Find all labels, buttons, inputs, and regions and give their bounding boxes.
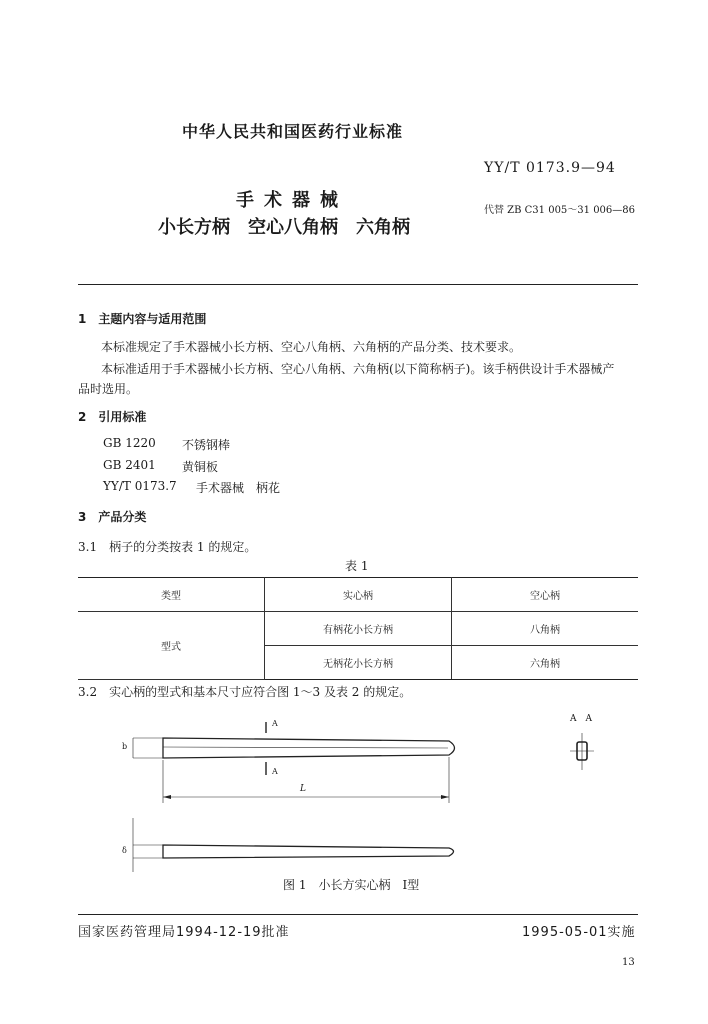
section-mark-a: A xyxy=(272,767,278,776)
page-number: 13 xyxy=(622,957,635,968)
figure-1-caption: 图 1 小长方实心柄 Ⅰ型 xyxy=(283,878,420,892)
section-view-label: A A xyxy=(570,714,592,724)
document-title: 手术器械 xyxy=(236,190,348,211)
approval-line: 国家医药管理局1994-12-19批准 xyxy=(78,925,290,940)
clause-3-2: 3.2 实心柄的型式和基本尺寸应符合图 1～3 及表 2 的规定。 xyxy=(78,685,412,699)
document-subtitle: 小长方柄 空心八角柄 六角柄 xyxy=(158,217,410,238)
section-1-paragraph-2-cont: 品时选用。 xyxy=(78,382,139,396)
table-cell: 八角柄 xyxy=(452,612,639,646)
table-cell: 六角柄 xyxy=(452,646,639,680)
table-row-label: 型式 xyxy=(78,612,265,680)
footer-rule xyxy=(78,914,638,915)
table-cell: 无柄花小长方柄 xyxy=(265,646,452,680)
dimension-delta-label: δ xyxy=(122,846,127,855)
table-cell: 有柄花小长方柄 xyxy=(265,612,452,646)
clause-3-1: 3.1 柄子的分类按表 1 的规定。 xyxy=(78,540,257,554)
reference-name: 不锈钢棒 xyxy=(182,438,231,452)
standard-code: YY/T 0173.9—94 xyxy=(484,160,616,176)
reference-name: 手术器械 柄花 xyxy=(196,481,281,495)
ministry-title: 中华人民共和国医药行业标准 xyxy=(182,122,404,141)
dimension-b-label: b xyxy=(122,742,128,751)
reference-code: YY/T 0173.7 xyxy=(103,479,177,493)
replaces-note: 代替 ZB C31 005～31 006—86 xyxy=(484,205,636,216)
reference-name: 黄铜板 xyxy=(182,460,219,474)
table-header-cell: 实心柄 xyxy=(265,578,452,612)
reference-code: GB 1220 xyxy=(103,436,156,450)
dimension-l-label: L xyxy=(300,784,306,794)
section-1-paragraph-1: 本标准规定了手术器械小长方柄、空心八角柄、六角柄的产品分类、技术要求。 xyxy=(101,340,522,354)
section-3-heading: 3 产品分类 xyxy=(78,510,147,524)
table-header-cell: 类型 xyxy=(78,578,265,612)
table-caption: 表 1 xyxy=(345,559,369,573)
section-mark-a: A xyxy=(272,719,278,728)
section-1-paragraph-2: 本标准适用于手术器械小长方柄、空心八角柄、六角柄(以下简称柄子)。该手柄供设计手术器械产 xyxy=(101,362,615,376)
effective-date-line: 1995-05-01实施 xyxy=(522,925,636,940)
table-header-cell: 空心柄 xyxy=(452,578,639,612)
section-2-heading: 2 引用标准 xyxy=(78,410,147,424)
reference-code: GB 2401 xyxy=(103,458,156,472)
section-1-heading: 1 主题内容与适用范围 xyxy=(78,312,207,326)
